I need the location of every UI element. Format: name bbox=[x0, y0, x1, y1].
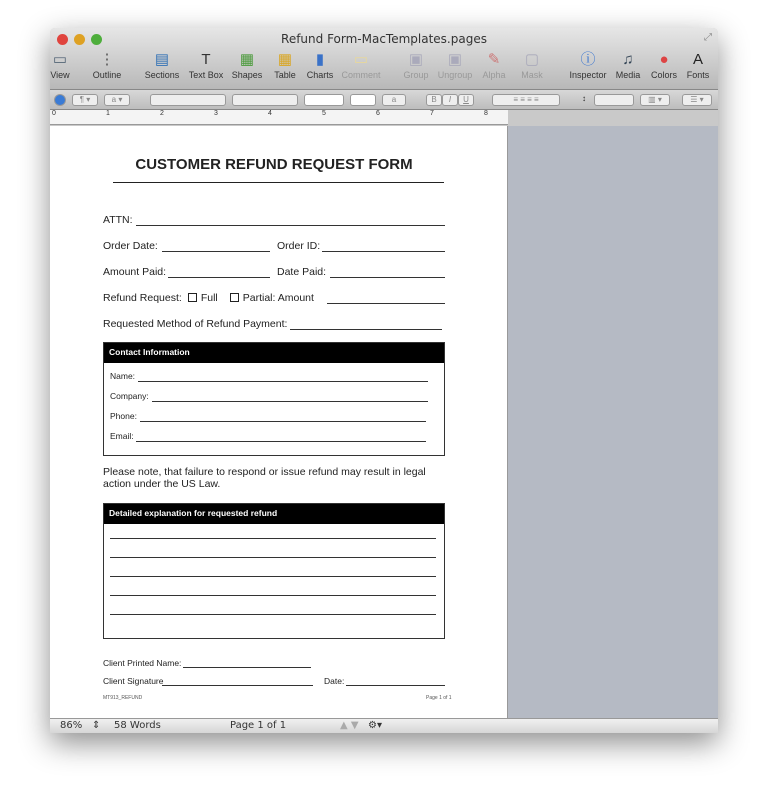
toolbar-charts-button[interactable] bbox=[297, 50, 343, 80]
toolbar-label: Comment bbox=[341, 70, 381, 80]
colors-icon: ● bbox=[659, 51, 669, 68]
explanation-line[interactable] bbox=[110, 538, 436, 539]
status-bar bbox=[50, 718, 718, 733]
page-nav-arrows[interactable]: ▲ ▼ bbox=[340, 720, 359, 731]
media-icon: ♫ bbox=[622, 51, 634, 68]
outline-icon: ⋮ bbox=[99, 51, 115, 68]
fonts-icon: A bbox=[692, 51, 703, 68]
contact-section bbox=[103, 342, 445, 456]
view-icon: ▭ bbox=[52, 51, 68, 68]
amount-paid-label: Amount Paid: bbox=[103, 266, 167, 278]
toolbar-label: Table bbox=[274, 70, 296, 80]
amount-paid-field[interactable] bbox=[168, 277, 270, 278]
name-field[interactable] bbox=[138, 381, 428, 382]
toolbar-label: Sections bbox=[144, 70, 180, 80]
name-label: Name: bbox=[110, 371, 136, 381]
refund-request-row bbox=[103, 292, 314, 304]
full-label: Full bbox=[200, 292, 218, 304]
char-style-select[interactable]: a ▾ bbox=[104, 94, 130, 106]
font-typeface-select[interactable] bbox=[232, 94, 298, 106]
refund-request-label: Refund Request: bbox=[103, 292, 182, 304]
font-size-select[interactable] bbox=[304, 94, 344, 106]
toolbar-text-box-button[interactable] bbox=[183, 50, 229, 80]
alignment-buttons[interactable]: ≡ ≡ ≡ ≡ bbox=[492, 94, 560, 106]
email-label: Email: bbox=[110, 431, 134, 441]
document-area bbox=[50, 126, 718, 718]
partial-checkbox[interactable] bbox=[230, 293, 239, 302]
attn-label: ATTN: bbox=[103, 214, 133, 226]
toolbar-label: Colors bbox=[650, 70, 677, 80]
footer-code: MT913_REFUND bbox=[103, 695, 143, 701]
highlight-button[interactable]: a bbox=[382, 94, 406, 106]
toolbar-label: Ungroup bbox=[437, 70, 473, 80]
toolbar-sections-button[interactable] bbox=[139, 50, 185, 80]
word-count: 58 Words bbox=[114, 720, 161, 731]
company-field[interactable] bbox=[152, 401, 428, 402]
fullscreen-icon[interactable]: ⤢ bbox=[704, 32, 712, 43]
toolbar-outline-button[interactable] bbox=[84, 50, 130, 80]
toolbar-mask-button[interactable] bbox=[509, 50, 555, 80]
company-label: Company: bbox=[110, 391, 149, 401]
ruler-mark: 8 bbox=[484, 110, 488, 117]
order-date-field[interactable] bbox=[162, 251, 270, 252]
columns-select[interactable]: ▥ ▾ bbox=[640, 94, 670, 106]
list-style-select[interactable]: ☰ ▾ bbox=[682, 94, 712, 106]
ruler-mark: 6 bbox=[376, 110, 380, 117]
textbox-icon: T bbox=[201, 51, 211, 68]
comment-icon: ▭ bbox=[353, 51, 369, 68]
sections-icon: ▤ bbox=[154, 51, 170, 68]
zoom-select[interactable]: 86% bbox=[60, 720, 83, 731]
ungroup-icon: ▣ bbox=[447, 51, 463, 68]
toolbar-fonts-button[interactable] bbox=[675, 50, 718, 80]
page-indicator: Page 1 of 1 bbox=[230, 720, 287, 731]
charts-icon: ▮ bbox=[315, 51, 325, 68]
document-page bbox=[50, 126, 508, 718]
toolbar-label: Outline bbox=[92, 70, 122, 80]
bold-button[interactable]: B bbox=[426, 94, 442, 106]
font-family-select[interactable] bbox=[150, 94, 226, 106]
full-checkbox[interactable] bbox=[188, 293, 197, 302]
ruler-mark: 0 bbox=[52, 110, 56, 117]
line-spacing-icon: ↕ bbox=[582, 94, 586, 103]
toolbar-label: Media bbox=[615, 70, 641, 80]
email-field[interactable] bbox=[136, 441, 426, 442]
explanation-header: Detailed explanation for requested refund bbox=[104, 504, 444, 524]
phone-field[interactable] bbox=[140, 421, 426, 422]
explanation-section bbox=[103, 503, 445, 639]
attn-field[interactable] bbox=[136, 225, 445, 226]
method-label: Requested Method of Refund Payment: bbox=[103, 318, 288, 330]
contact-header: Contact Information bbox=[104, 343, 444, 363]
date-field[interactable] bbox=[346, 685, 445, 686]
partial-label: Partial: Amount bbox=[242, 292, 314, 304]
toolbar-comment-button[interactable] bbox=[338, 50, 384, 80]
method-field[interactable] bbox=[290, 329, 442, 330]
signature-label: Client Signature bbox=[103, 676, 164, 686]
shapes-icon: ▦ bbox=[239, 51, 255, 68]
window-title: Refund Form-MacTemplates.pages bbox=[281, 32, 487, 46]
line-spacing-select[interactable] bbox=[594, 94, 634, 106]
toolbar-view-button[interactable] bbox=[50, 50, 83, 80]
explanation-line[interactable] bbox=[110, 614, 436, 615]
toolbar-label: Alpha bbox=[482, 70, 506, 80]
toolbar-label: Shapes bbox=[231, 70, 263, 80]
toolbar-label: Charts bbox=[306, 70, 334, 80]
toolbar-label: Inspector bbox=[569, 70, 607, 80]
gear-icon[interactable]: ⚙▾ bbox=[368, 720, 382, 731]
form-title: CUSTOMER REFUND REQUEST FORM bbox=[135, 156, 413, 173]
ruler-mark: 3 bbox=[214, 110, 218, 117]
order-date-label: Order Date: bbox=[103, 240, 158, 252]
phone-label: Phone: bbox=[110, 411, 137, 421]
toolbar-label: View bbox=[50, 70, 70, 80]
text-color-well[interactable] bbox=[350, 94, 376, 106]
toolbar-label: Text Box bbox=[188, 70, 224, 80]
underline-button[interactable]: U bbox=[458, 94, 474, 106]
inspector-icon: ⓘ bbox=[580, 51, 596, 68]
order-id-label: Order ID: bbox=[277, 240, 321, 252]
table-icon: ▦ bbox=[277, 51, 293, 68]
italic-button[interactable]: I bbox=[442, 94, 458, 106]
printed-name-label: Client Printed Name: bbox=[103, 658, 182, 668]
ruler-mark: 7 bbox=[430, 110, 434, 117]
style-drawer-button[interactable] bbox=[54, 94, 66, 106]
date-paid-field[interactable] bbox=[330, 277, 445, 278]
ruler-mark: 4 bbox=[268, 110, 272, 117]
alpha-icon: ✎ bbox=[487, 51, 501, 68]
date-label: Date: bbox=[324, 676, 345, 686]
ruler-mark: 1 bbox=[106, 110, 110, 117]
group-icon: ▣ bbox=[408, 51, 424, 68]
explanation-line[interactable] bbox=[110, 576, 436, 577]
partial-amount-field[interactable] bbox=[327, 303, 445, 304]
explanation-line[interactable] bbox=[110, 557, 436, 558]
ruler-mark: 2 bbox=[160, 110, 164, 117]
paragraph-style-select[interactable]: ¶ ▾ bbox=[72, 94, 98, 106]
mask-icon: ▢ bbox=[524, 51, 540, 68]
ruler-mark: 5 bbox=[322, 110, 326, 117]
zoom-stepper-icon[interactable]: ⇕ bbox=[92, 720, 101, 731]
toolbar-label: Mask bbox=[521, 70, 543, 80]
format-bar bbox=[50, 90, 718, 110]
date-paid-label: Date Paid: bbox=[277, 266, 327, 278]
title-bar bbox=[50, 28, 718, 90]
toolbar-label: Fonts bbox=[686, 70, 710, 80]
order-id-field[interactable] bbox=[322, 251, 445, 252]
toolbar-label: Group bbox=[403, 70, 429, 80]
printed-name-field[interactable] bbox=[183, 667, 311, 668]
signature-field[interactable] bbox=[162, 685, 313, 686]
ruler[interactable] bbox=[50, 110, 508, 125]
pages-window bbox=[50, 28, 718, 733]
explanation-line[interactable] bbox=[110, 595, 436, 596]
legal-note: Please note, that failure to respond or issue refund may result in legal action under the US Law. bbox=[103, 466, 426, 490]
footer-page: Page 1 of 1 bbox=[426, 695, 452, 701]
